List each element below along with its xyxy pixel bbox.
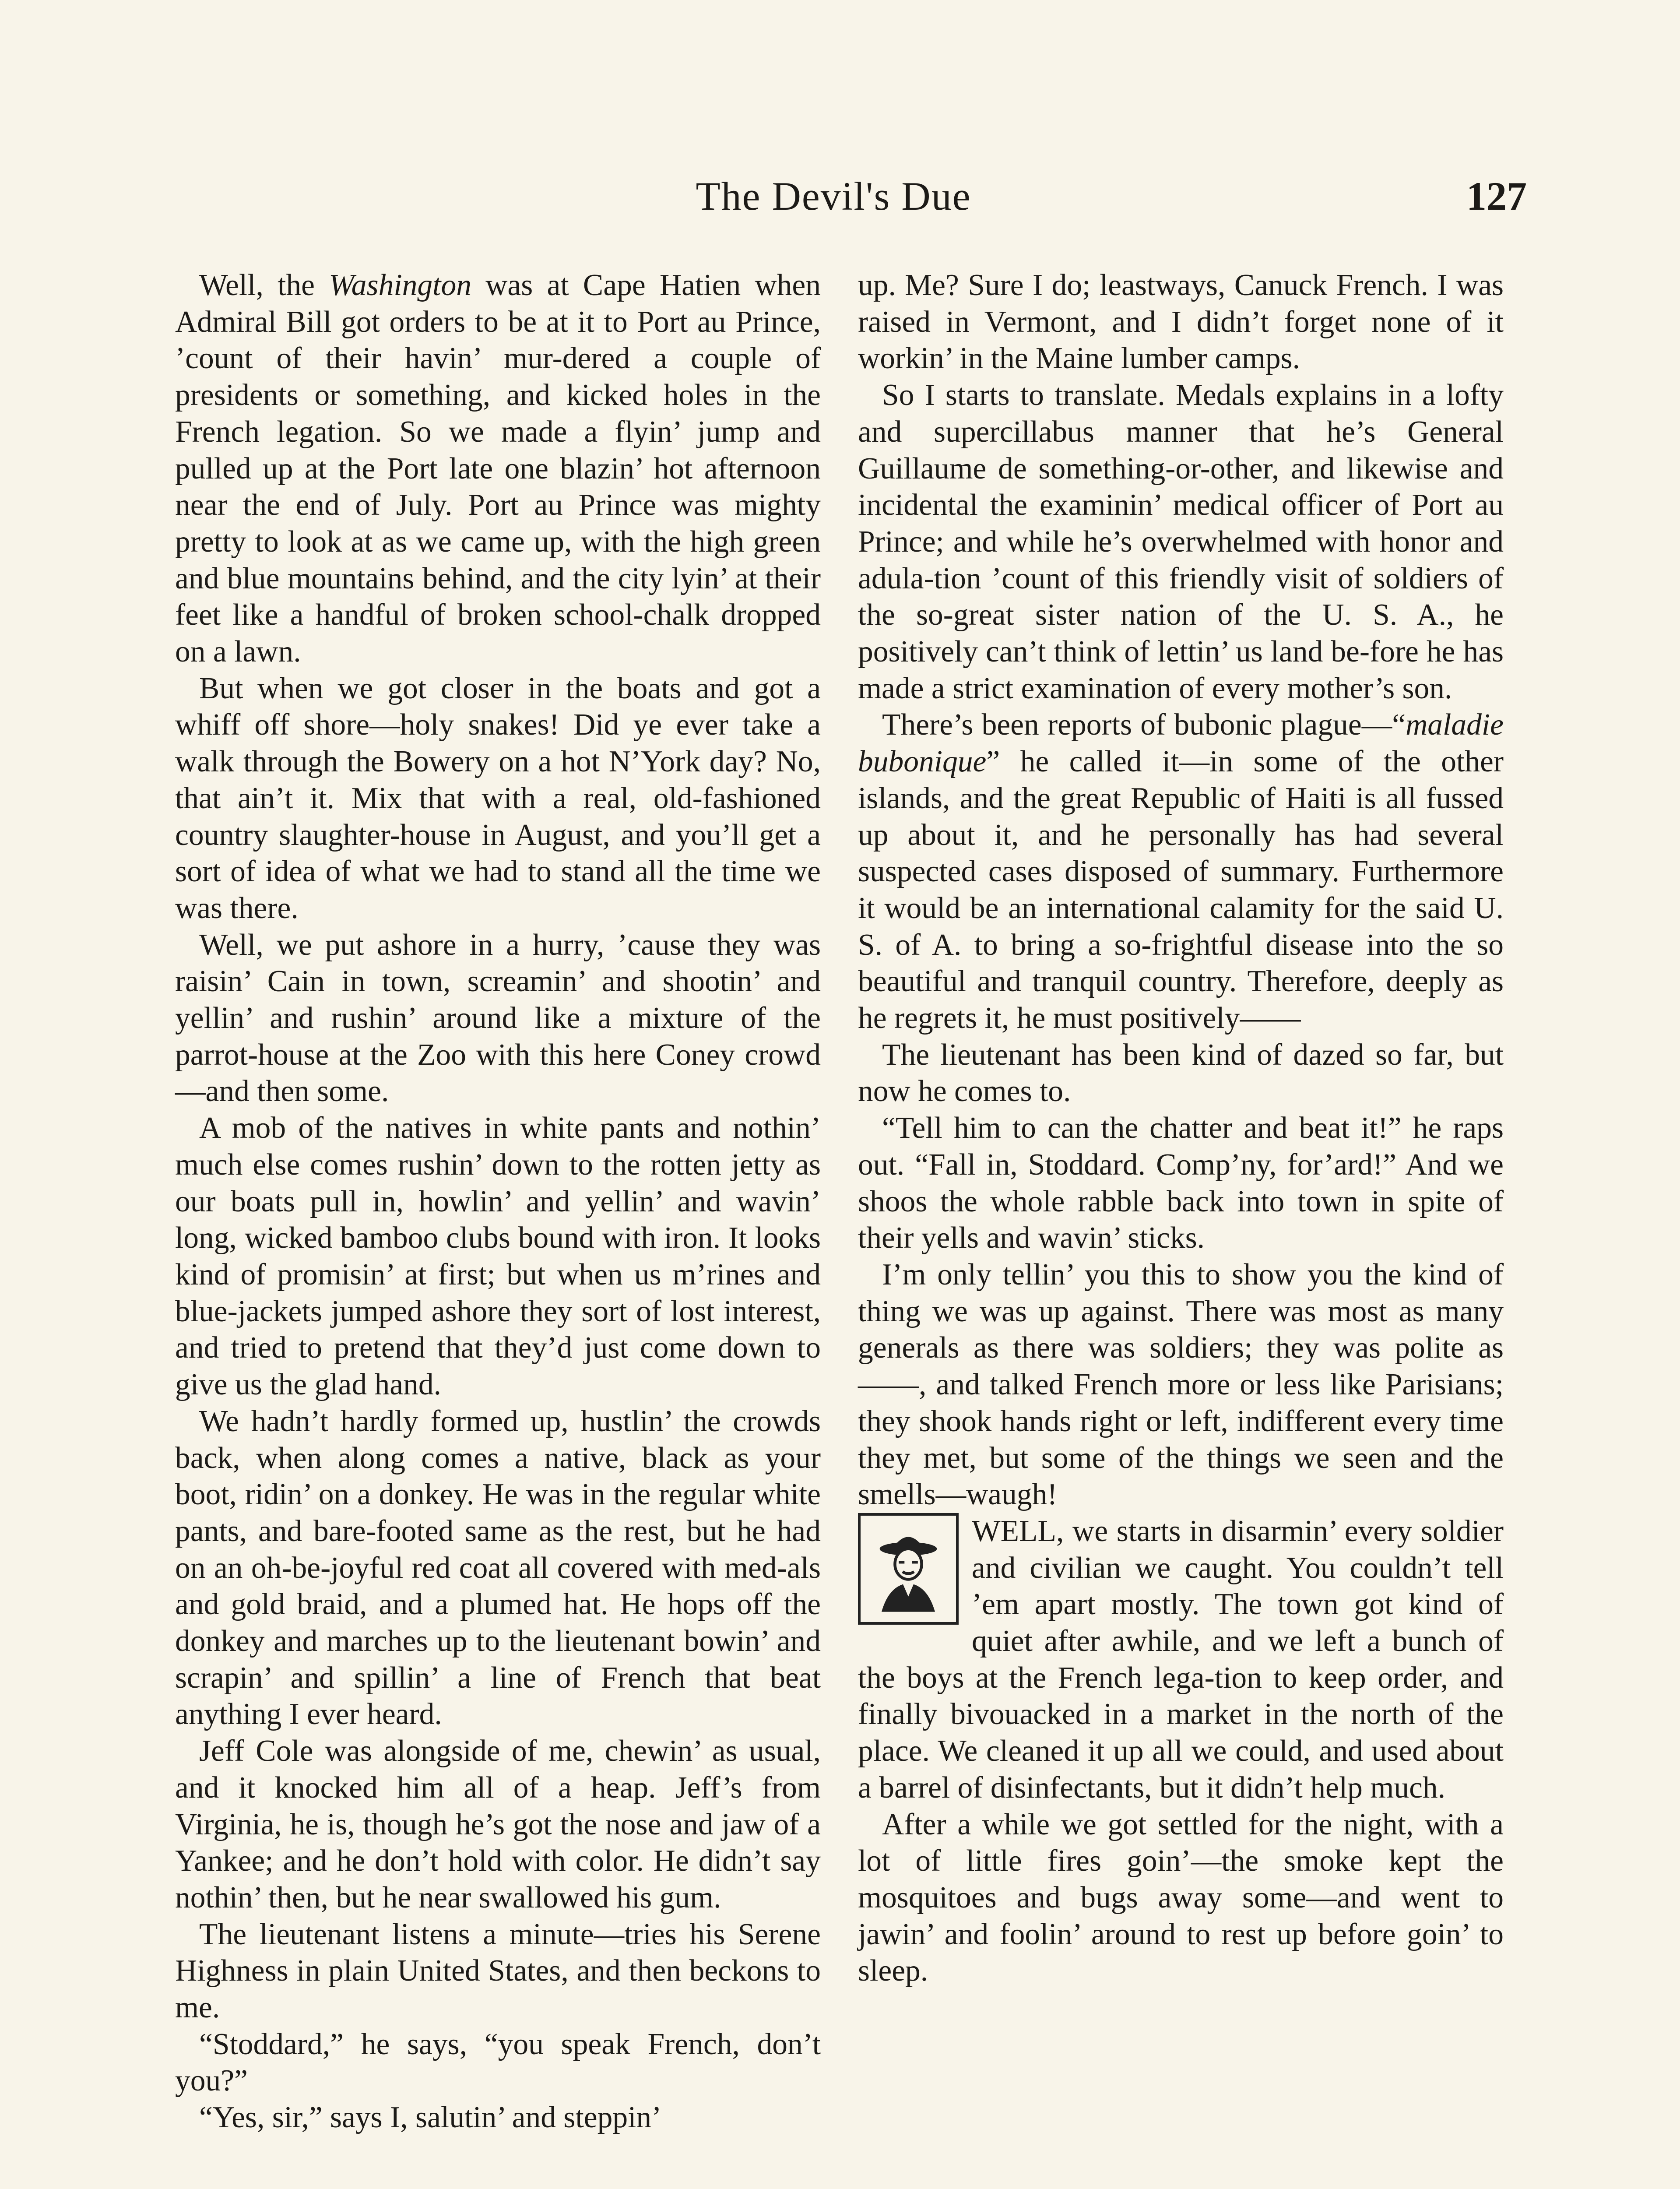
text-run: WELL, we starts in disarmin’ every soldier and civilian we caught. You couldn’t tell ’em apart mostly. The town got kind of quiet after awhile, and we left a bunch of the boys at the French lega-tion to keep order, and finally bivouacked in a market in the north of the place. We cleaned it up all we could, and used about a barrel of disinfectants, but it didn’t help much. [858,1514,1504,1805]
left-column-paragraph [175,1733,821,1916]
italic-text: Washington [329,268,471,302]
text-run: We hadn’t hardly formed up, hustlin’ the crowds back, when along comes a native, black as your boot, ridin’ on a donkey. He was in the regular white pants, and bare-footed same as the rest, but he had on an oh-be-joyful red coat all covered with med-als and gold braid, and a plumed hat. He hops off the donkey and marches up to the lieutenant bowin’ and scrapin’ and spillin’ a line of French that beat anything I ever heard. [175,1404,821,1731]
right-column-paragraph [858,1513,1504,1806]
text-run: After a while we got settled for the night, with a lot of little fires goin’—the smoke kept the mosquitoes and bugs away some—and went to jawin’ and foolin’ around to rest up before goin’ to sleep. [858,1807,1504,1988]
running-title: The Devil's Due [696,174,971,218]
text-run: There’s been reports of bubonic plague—“ [882,708,1406,742]
left-column [175,267,821,2136]
left-column-paragraph [175,1403,821,1733]
left-column-paragraph [175,1916,821,2026]
left-column-paragraph [175,1110,821,1403]
right-column-paragraph [858,1037,1504,1110]
left-column-paragraph [175,2099,821,2136]
italic-text: maladie bubonique [858,708,1504,779]
right-column-paragraph [858,267,1504,377]
text-run: up. Me? Sure I do; leastways, Canuck French. I was raised in Vermont, and I didn’t forget none of it workin’ in the Maine lumber camps. [858,268,1504,376]
text-run: was at Cape Hatien when Admiral Bill got orders to be at it to Port au Prince, ’count of their havin’ mur-dered a couple of presidents or something, and kicked holes in the French legation. So we made a flyin’ jump and pulled up at the Port late one blazin’ hot afternoon near the end of July. Port au Prince was mighty pretty to look at as we came up, with the high green and blue mountains behind, and the city lyin’ at their feet like a handful of broken school-chalk dropped on a lawn. [175,268,821,669]
right-column-paragraph [858,377,1504,707]
right-column-paragraph [858,707,1504,1036]
page-header [140,173,1527,234]
left-column-paragraph [175,267,821,670]
text-run: ” he called it—in some of the other islands, and the great Republic of Haiti is all fussed up about it, and he personally has had several suspected cases disposed of summary. Furthermore it would be an international calamity for the said U. S. of A. to bring a so-frightful disease into the so beautiful and tranquil country. Therefore, deeply as he regrets it, he must positively—— [858,745,1504,1035]
text-run: The lieutenant has been kind of dazed so far, but now he comes to. [858,1038,1504,1109]
left-column-paragraph [175,670,821,927]
page-number: 127 [1466,174,1527,218]
right-column-paragraph [858,1806,1504,1990]
left-column-paragraph [175,2026,821,2099]
right-column-paragraph [858,1256,1504,1513]
left-column-paragraph [175,927,821,1110]
text-run: Jeff Cole was alongside of me, chewin’ as usual, and it knocked him all of a heap. Jeff’s from Virginia, he is, though he’s got the nose and jaw of a Yankee; and he don’t hold with color. He didn’t say nothin’ then, but he near swallowed his gum. [175,1734,821,1914]
text-run: But when we got closer in the boats and got a whiff off shore—holy snakes! Did ye ever take a walk through the Bowery on a hot N’York day? No, that ain’t it. Mix that with a real, old-fashioned country slaughter-house in August, and you’ll get a sort of idea of what we had to stand all the time we was there. [175,671,821,925]
text-run: Well, the [199,268,329,302]
text-run: So I starts to translate. Medals explains in a lofty and supercillabus manner that he’s General Guillaume de something-or-other, and likewise and incidental the examinin’ medical officer of Port au Prince; and while he’s overwhelmed with honor and adula-tion ’count of this friendly visit of soldiers of the so-great sister nation of the U. S. A., he positively can’t think of lettin’ us land be-fore he has made a strict examination of every mother’s son. [858,378,1504,705]
soldier-vignette-icon [858,1513,959,1625]
right-column [858,267,1504,1989]
right-column-paragraph [858,1110,1504,1256]
text-run: Well, we put ashore in a hurry, ’cause they was raisin’ Cain in town, screamin’ and shootin’ and yellin’ and rushin’ around like a mixture of the parrot-house at the Zoo with this here Coney crowd—and then some. [175,928,821,1109]
text-run: “Stoddard,” he says, “you speak French, don’t you?” [175,2027,821,2098]
text-run: The lieutenant listens a minute—tries his Serene Highness in plain United States, and then beckons to me. [175,1917,821,2025]
text-run: “Yes, sir,” says I, salutin’ and steppin’ [199,2101,662,2135]
text-run: I’m only tellin’ you this to show you the kind of thing we was up against. There was most as many generals as there was soldiers; they was polite as ——, and talked French more or less like Parisians; they shook hands right or left, indifferent every time they met, but some of the things we seen and the smells—waugh! [858,1257,1504,1512]
text-run: “Tell him to can the chatter and beat it!” he raps out. “Fall in, Stoddard. Comp’ny, for’ard!” And we shoos the whole rabble back into town in spite of their yells and wavin’ sticks. [858,1111,1504,1255]
text-run: A mob of the natives in white pants and nothin’ much else comes rushin’ down to the rotten jetty as our boats pull in, howlin’ and yellin’ and wavin’ long, wicked bamboo clubs bound with iron. It looks kind of promisin’ at first; but when us m’rines and blue-jackets jumped ashore they sort of lost interest, and tried to pretend that they’d just come down to give us the glad hand. [175,1111,821,1402]
